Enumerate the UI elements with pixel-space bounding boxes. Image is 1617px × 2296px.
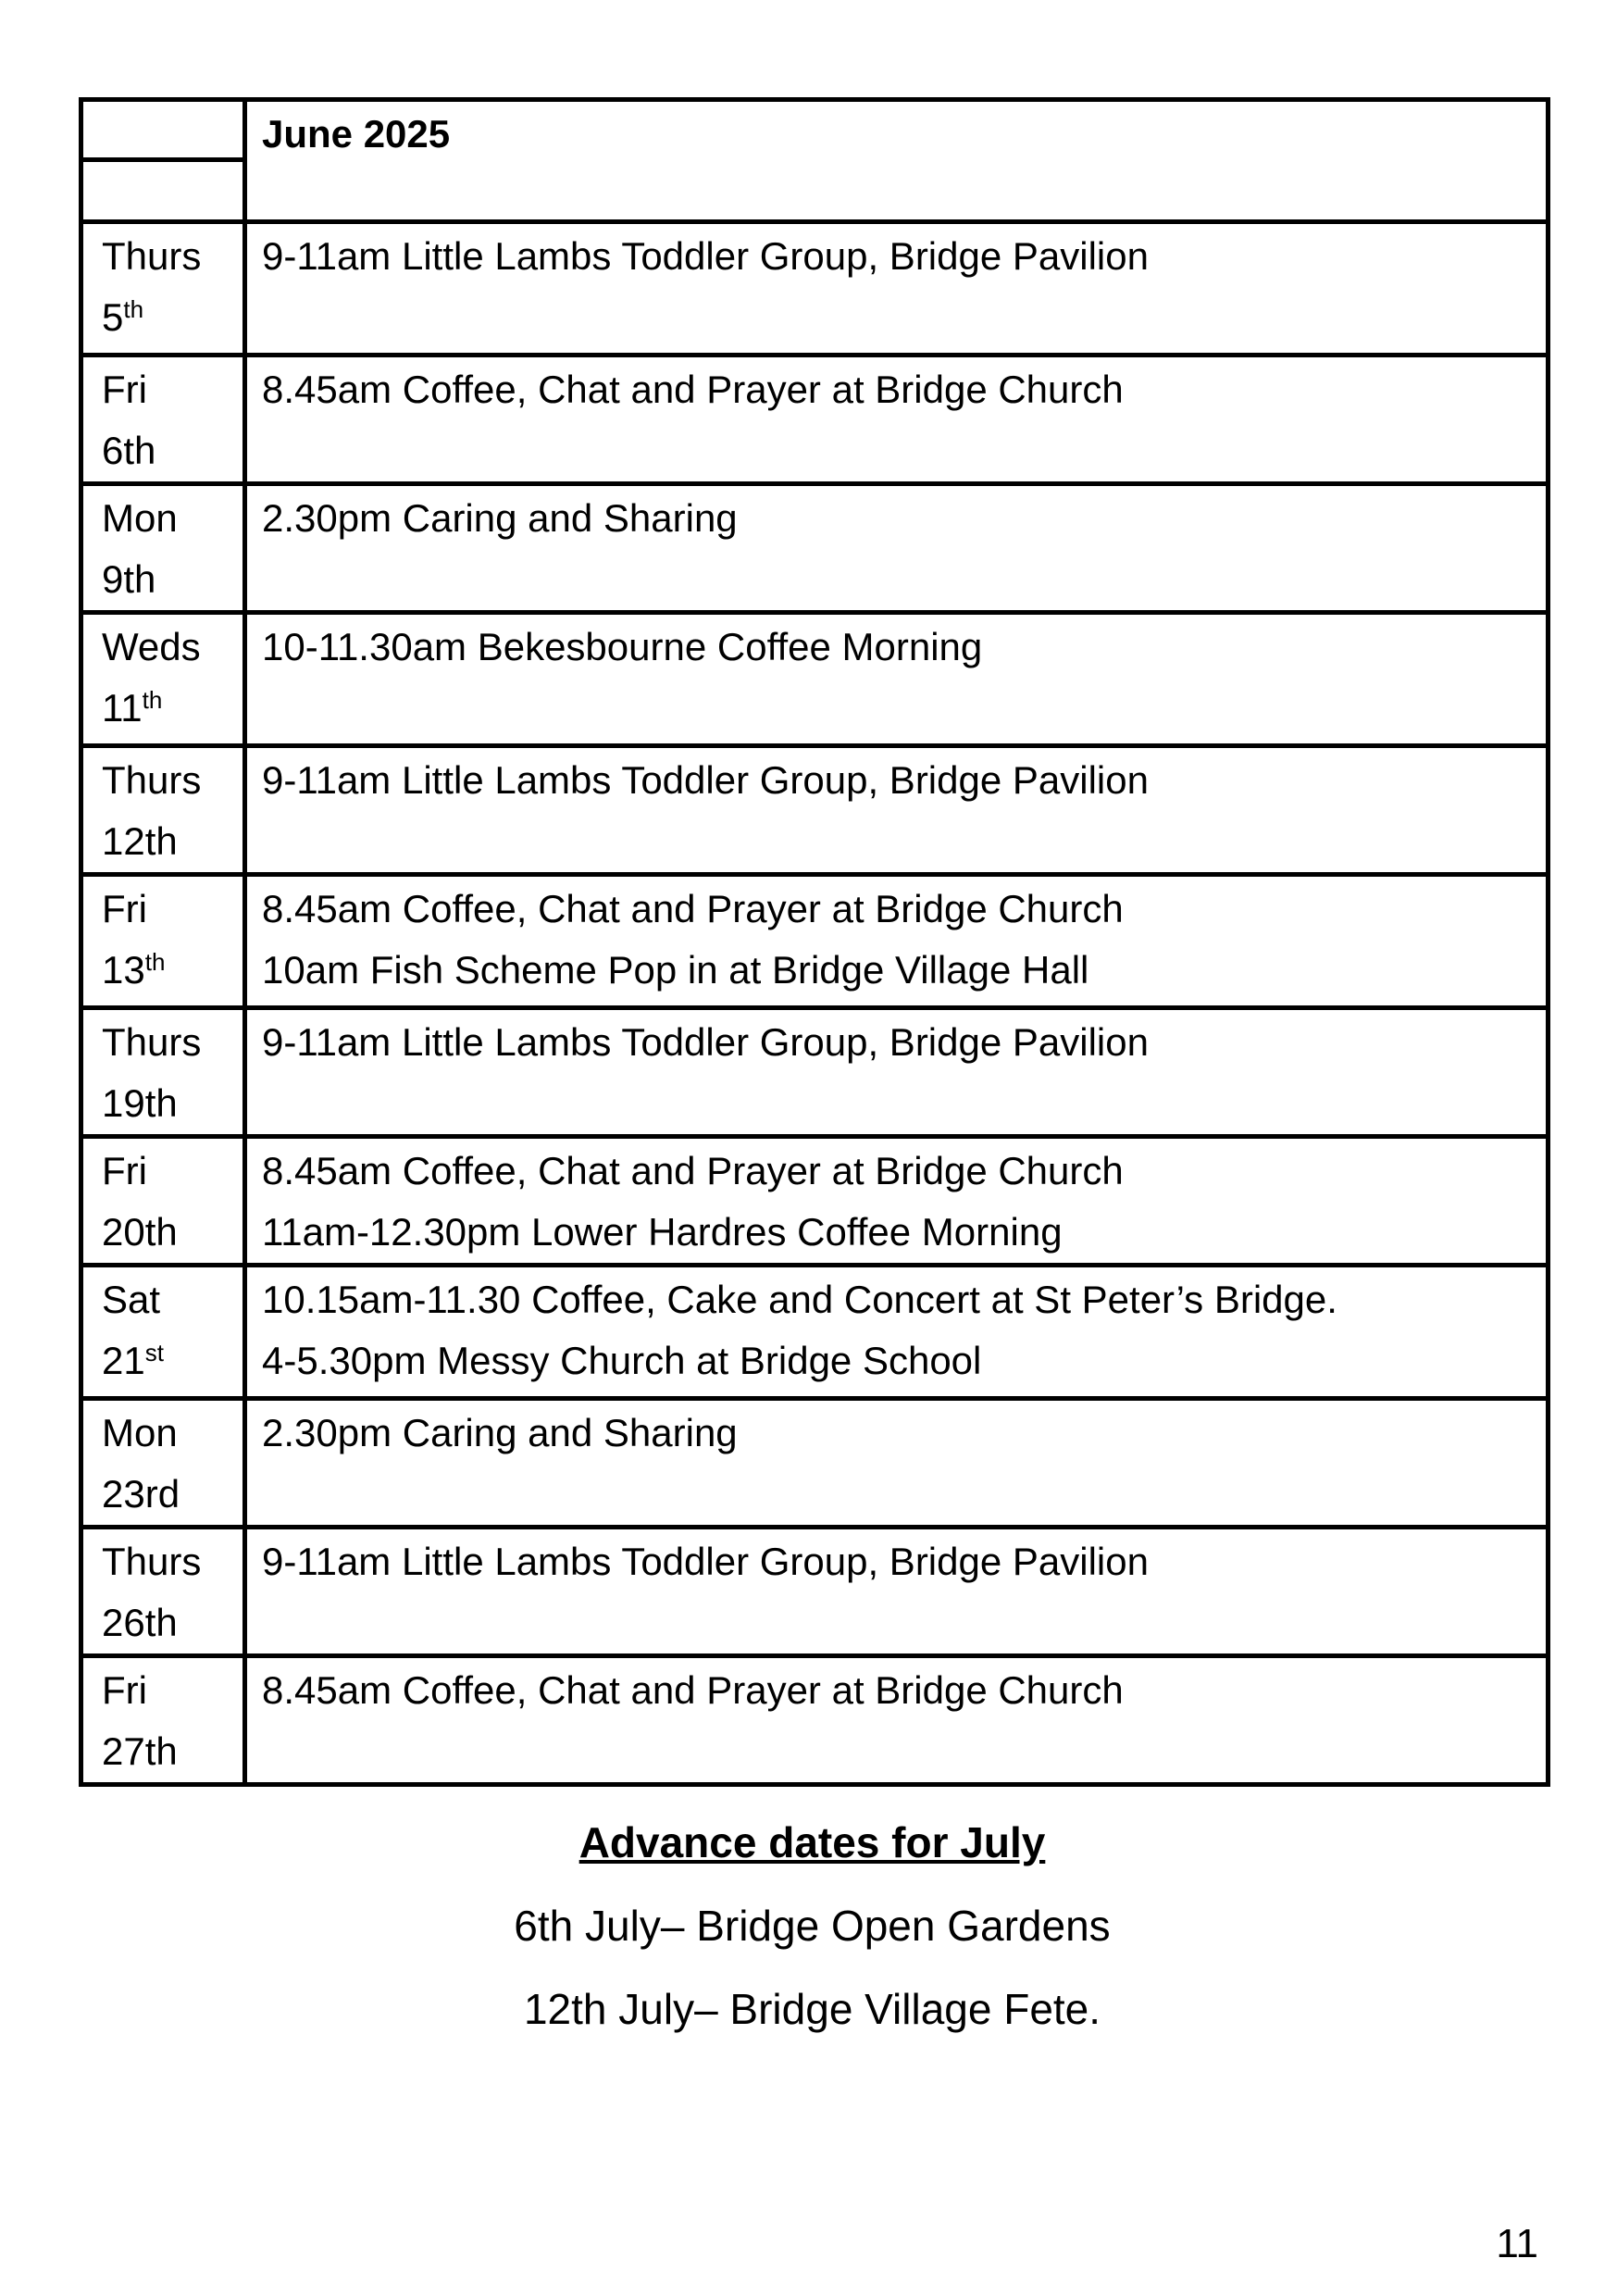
day-cell <box>81 356 245 484</box>
table-row <box>81 746 1549 875</box>
day-cell <box>81 1399 245 1528</box>
event-cell <box>245 1399 1549 1528</box>
day-label: Sat <box>102 1278 161 1321</box>
date-ordinal: th <box>142 685 163 714</box>
day-label: Fri <box>102 1668 147 1712</box>
date-label: 12th <box>102 819 178 863</box>
event-cell <box>245 1656 1549 1785</box>
date-label: 6th <box>102 429 156 472</box>
event-cell <box>245 356 1549 484</box>
event-line: 10-11.30am Bekesbourne Coffee Morning <box>262 625 983 668</box>
day-label: Mon <box>102 1411 178 1454</box>
month-header-cell <box>245 100 1549 222</box>
table-row <box>81 1008 1549 1137</box>
event-cell <box>245 1008 1549 1137</box>
day-label: Mon <box>102 496 178 540</box>
table-row <box>81 1399 1549 1528</box>
advance-heading: Advance dates for July <box>578 1818 1046 1866</box>
day-cell <box>81 613 245 746</box>
day-label: Thurs <box>102 758 202 802</box>
event-cell <box>245 875 1549 1008</box>
day-label: Thurs <box>102 234 202 278</box>
date-ordinal: th <box>144 1210 178 1254</box>
event-line: 4-5.30pm Messy Church at Bridge School <box>262 1339 982 1382</box>
day-cell <box>81 746 245 875</box>
event-line: 10.15am-11.30 Coffee, Cake and Concert at St Peter’s Bridge. <box>262 1278 1337 1321</box>
date-label: 26th <box>102 1601 178 1644</box>
event-cell <box>245 746 1549 875</box>
event-line: 9-11am Little Lambs Toddler Group, Bridge Pavilion <box>262 1020 1149 1064</box>
day-label: Thurs <box>102 1540 202 1583</box>
advance-line: 6th July– Bridge Open Gardens <box>514 1902 1111 1950</box>
month-title: June 2025 <box>262 112 451 156</box>
events-table <box>79 97 1550 1787</box>
event-cell <box>245 484 1549 613</box>
event-line: 10am Fish Scheme Pop in at Bridge Village Hall <box>262 948 1089 992</box>
day-cell <box>81 875 245 1008</box>
date-ordinal: st <box>144 1338 164 1366</box>
event-cell <box>245 222 1549 356</box>
event-line: 8.45am Coffee, Chat and Prayer at Bridge Church <box>262 1668 1124 1712</box>
date-ordinal: th <box>144 1729 178 1773</box>
advance-line: 12th July– Bridge Village Fete. <box>523 1985 1101 2033</box>
date-label: 20th <box>102 1210 178 1254</box>
day-cell <box>81 1656 245 1785</box>
event-line: 8.45am Coffee, Chat and Prayer at Bridge Church <box>262 1149 1124 1192</box>
date-label: 19th <box>102 1081 178 1125</box>
table-row <box>81 484 1549 613</box>
event-cell <box>245 613 1549 746</box>
day-label: Weds <box>102 625 201 668</box>
event-cell <box>245 1137 1549 1266</box>
date-ordinal: th <box>144 1601 178 1644</box>
day-label: Fri <box>102 1149 147 1192</box>
date-label: 27th <box>102 1729 178 1773</box>
date-label: 13th <box>102 947 166 992</box>
date-ordinal: th <box>123 429 156 472</box>
day-cell <box>81 1266 245 1399</box>
table-row <box>81 1137 1549 1266</box>
event-line: 9-11am Little Lambs Toddler Group, Bridge Pavilion <box>262 758 1149 802</box>
date-label: 5th <box>102 294 144 339</box>
date-ordinal: th <box>123 557 156 601</box>
day-label: Thurs <box>102 1020 202 1064</box>
day-cell <box>81 1528 245 1656</box>
date-label: 11th <box>102 685 163 730</box>
table-row <box>81 1528 1549 1656</box>
table-row <box>81 1656 1549 1785</box>
advance-dates-section <box>79 1801 1546 2051</box>
event-line: 8.45am Coffee, Chat and Prayer at Bridge Church <box>262 887 1124 930</box>
table-row <box>81 356 1549 484</box>
date-ordinal: th <box>123 294 144 323</box>
day-label: Fri <box>102 368 147 411</box>
table-row <box>81 1266 1549 1399</box>
header-row-top <box>81 100 1549 160</box>
day-label: Fri <box>102 887 147 930</box>
date-label: 9th <box>102 557 156 601</box>
date-label: 21st <box>102 1338 164 1382</box>
table-row <box>81 875 1549 1008</box>
date-ordinal: th <box>144 947 166 976</box>
day-cell <box>81 222 245 356</box>
day-cell <box>81 484 245 613</box>
event-line: 9-11am Little Lambs Toddler Group, Bridge Pavilion <box>262 234 1149 278</box>
date-ordinal: th <box>144 819 178 863</box>
event-cell <box>245 1266 1549 1399</box>
date-ordinal: rd <box>144 1472 180 1516</box>
header-empty-cell-bottom <box>81 160 245 222</box>
date-ordinal: th <box>144 1081 178 1125</box>
event-line: 9-11am Little Lambs Toddler Group, Bridge Pavilion <box>262 1540 1149 1583</box>
event-cell <box>245 1528 1549 1656</box>
day-cell <box>81 1137 245 1266</box>
event-line: 2.30pm Caring and Sharing <box>262 1411 738 1454</box>
event-line: 2.30pm Caring and Sharing <box>262 496 738 540</box>
table-row <box>81 222 1549 356</box>
event-line: 8.45am Coffee, Chat and Prayer at Bridge Church <box>262 368 1124 411</box>
table-row <box>81 613 1549 746</box>
page-number: 11 <box>1496 2221 1538 2266</box>
header-empty-cell-top <box>81 100 245 160</box>
date-label: 23rd <box>102 1472 180 1516</box>
day-cell <box>81 1008 245 1137</box>
event-line: 11am-12.30pm Lower Hardres Coffee Morning <box>262 1210 1063 1254</box>
